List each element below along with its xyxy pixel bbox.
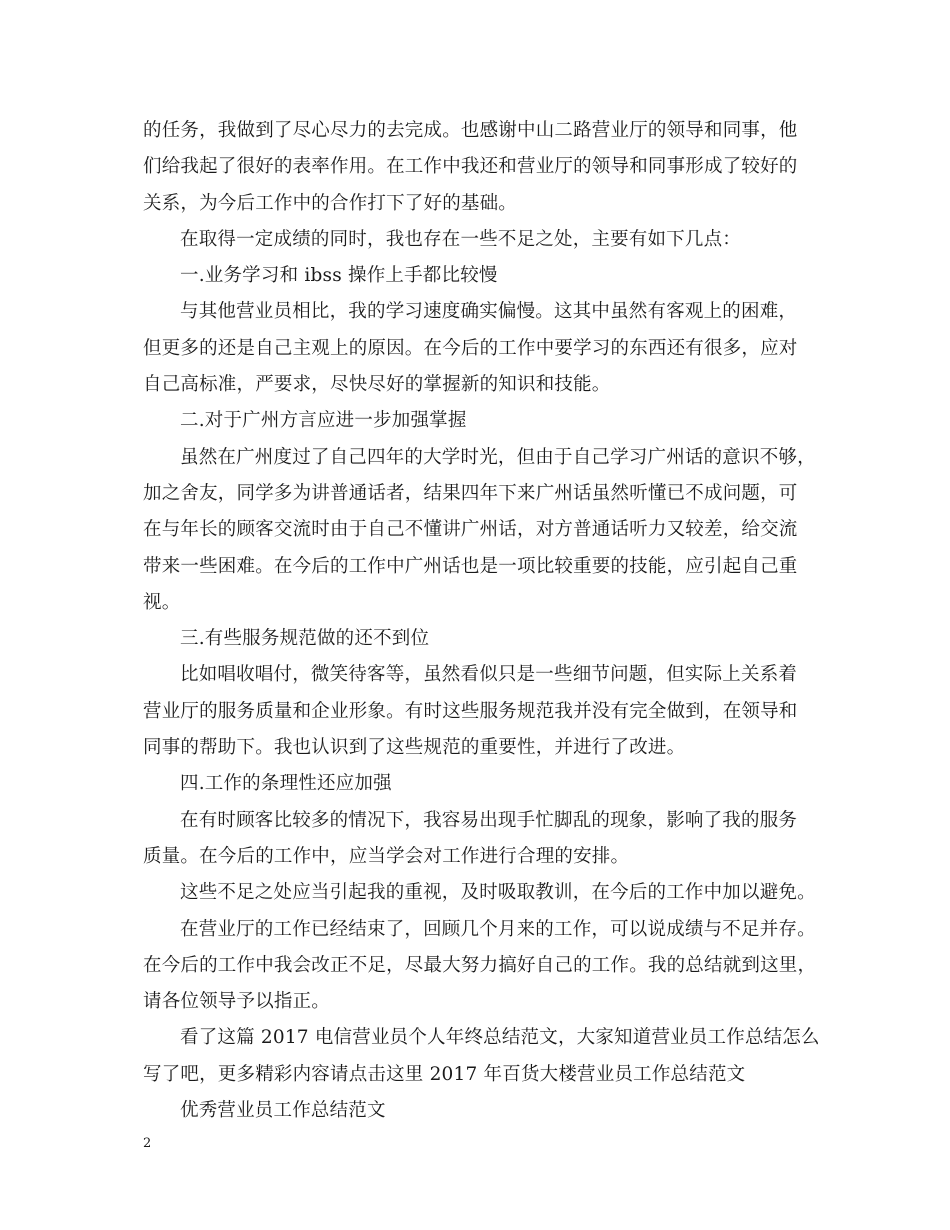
text-line: 四.工作的条理性还应加强 (180, 773, 392, 795)
text-line: 在与年长的顾客交流时由于自己不懂讲广州话，对方普通话听力又较差，给交流 (143, 519, 798, 541)
text-line: 但更多的还是自己主观上的原因。在今后的工作中要学习的东西还有很多，应对 (143, 337, 798, 359)
text-line: 在取得一定成绩的同时，我也存在一些不足之处，主要有如下几点： (180, 228, 742, 250)
text-line: 比如唱收唱付，微笑待客等，虽然看似只是一些细节问题，但实际上关系着 (180, 664, 798, 686)
text-line: 二.对于广州方言应进一步加强掌握 (180, 410, 467, 432)
text-line: 三.有些服务规范做的还不到位 (180, 628, 430, 650)
page-number: 2 (143, 1136, 152, 1151)
text-line: 同事的帮助下。我也认识到了这些规范的重要性，并进行了改进。 (143, 737, 686, 759)
text-line: 看了这篇 2017 电信营业员个人年终总结范文，大家知道营业员工作总结怎么 (180, 1027, 820, 1049)
text-line: 请各位领导予以指正。 (143, 991, 331, 1013)
text-line: 营业厅的服务质量和企业形象。有时这些服务规范我并没有完全做到，在领导和 (143, 700, 798, 722)
text-line: 质量。在今后的工作中，应当学会对工作进行合理的安排。 (143, 845, 630, 867)
text-line: 优秀营业员工作总结范文 (180, 1100, 386, 1122)
text-line: 在有时顾客比较多的情况下，我容易出现手忙脚乱的现象，影响了我的服务 (180, 809, 798, 831)
text-line: 加之舍友，同学多为讲普通话者，结果四年下来广州话虽然听懂已不成问题，可 (143, 482, 798, 504)
text-line: 写了吧，更多精彩内容请点击这里 2017 年百货大楼营业员工作总结范文 (143, 1063, 746, 1085)
text-line: 关系，为今后工作中的合作打下了好的基础。 (143, 192, 518, 214)
text-line: 视。 (143, 591, 181, 613)
document-body (143, 113, 820, 1129)
text-line: 带来一些困难。在今后的工作中广州话也是一项比较重要的技能，应引起自己重 (143, 555, 798, 577)
text-line: 与其他营业员相比，我的学习速度确实偏慢。这其中虽然有客观上的困难， (180, 301, 798, 323)
text-line: 在今后的工作中我会改正不足，尽最大努力搞好自己的工作。我的总结就到这里， (143, 954, 817, 976)
text-line: 这些不足之处应当引起我的重视，及时吸取教训，在今后的工作中加以避免。 (180, 882, 816, 904)
text-line: 自己高标准，严要求，尽快尽好的掌握新的知识和技能。 (143, 374, 611, 396)
text-line: 虽然在广州度过了自己四年的大学时光，但由于自己学习广州话的意识不够， (180, 446, 816, 468)
text-line: 在营业厅的工作已经结束了，回顾几个月来的工作，可以说成绩与不足并存。 (180, 918, 816, 940)
text-line: 们给我起了很好的表率作用。在工作中我还和营业厅的领导和同事形成了较好的 (143, 156, 798, 178)
text-line: 一.业务学习和 ibss 操作上手都比较慢 (180, 265, 498, 287)
text-line: 的任务，我做到了尽心尽力的去完成。也感谢中山二路营业厅的领导和同事，他 (143, 120, 798, 141)
